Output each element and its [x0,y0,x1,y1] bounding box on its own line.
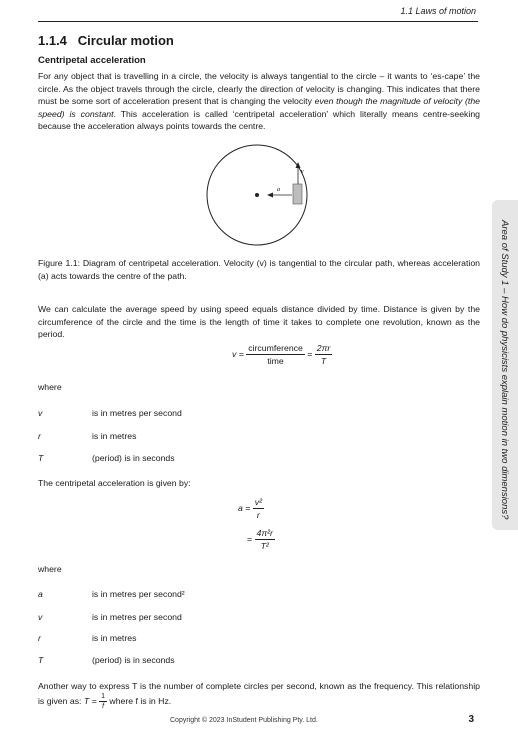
copyright-footer: Copyright © 2023 InStudent Publishing Pty. Ltd. [170,717,318,724]
section-number: 1.1.4 [38,33,67,48]
where2-sym-t: T [38,655,44,665]
speed-frac-2: $\frac{2\pi r}{T}$ [316,343,331,366]
where2-desc-v: is in metres per second [92,612,182,622]
where1-sym-v: v [38,408,43,418]
acceleration-label: a [277,187,280,193]
speed-paragraph: We can calculate the average speed by using speed equals distance divided by time. Distance is given by the circumference of the circle and the time is the length of time it takes to complete one revolution, known as the period. [38,304,480,340]
where2-desc-r: is in metres [92,633,137,643]
accel-intro: The centripetal acceleration is given by: [38,478,191,488]
velocity-label: v [301,169,304,175]
where1-desc-v: is in metres per second [92,408,182,418]
intro-text-2: . This acceleration is called ‘centripetal acceleration’ which literally means centre-seeking because the acceleration always points towards the centre. [38,108,480,132]
header-rule [38,21,478,22]
where-label-2: where [38,564,62,574]
intro-text-1: For any object that is travelling in a circle, the velocity is always tangential to the circle – it wants to ‘es-cape’ the circle. As the object travels through the circle, clearly the direction of velocity is changing. This indicates that there must be some sort of acceleration present that is changing the velocity [38,71,480,107]
where-label-1: where [38,382,62,392]
where2-desc-a: is in metres per second² [92,589,185,599]
moving-object [293,184,302,204]
where2-sym-a: a [38,589,43,599]
accel-equation-line-2: = $\frac{\text{4π²r}}{\text{T²}}$ [247,528,273,551]
accel-frac-2: $\frac{\text{4π²r}}{\text{T²}}$ [256,528,273,551]
page-number: 3 [468,714,474,725]
where2-desc-t: (period) is in seconds [92,655,175,665]
intro-paragraph [38,70,480,133]
velocity-arrowhead [296,162,301,168]
side-tab-text: Area of Study 1 – How do physicists explain motion in two dimensions? [499,220,510,520]
where1-desc-r: is in metres [92,431,137,441]
where1-sym-r: r [38,431,41,441]
subsection-heading: Centripetal acceleration [38,55,146,66]
intro-text-italic: even though the magnitude of velocity (the speed) is constant [38,96,480,119]
centripetal-diagram [195,140,325,250]
accel-frac-1: $\frac{\text{v²}}{r}$ [254,497,262,520]
figure-caption: Figure 1.1: Diagram of centripetal acceleration. Velocity (v) is tangential to the circular path, whereas acceleration (a) acts towards the centre of the path. [38,258,480,281]
section-heading [38,33,174,48]
frequency-paragraph: Another way to express T is the number of complete circles per second, known as the frequency. This relationship is given as: T = $\frac{1}{f}$ where f is in Hz. [38,681,480,710]
freq-frac: $\frac{1}{f}$ [101,692,105,710]
speed-frac-1: $\frac{\text{circumference}}{\text{time}}$ [248,343,303,366]
where2-sym-r: r [38,633,41,643]
freq-eq-lhs: T = [83,695,97,706]
speed-equation: v = $\frac{\text{circumference}}{\text{time}}$ = $\frac{2\pi r}{T}$ [232,343,331,366]
where1-desc-t: (period) is in seconds [92,453,175,463]
where1-sym-t: T [38,453,44,463]
centre-point [255,193,259,197]
speed-eq-lhs: v = [232,348,244,359]
acceleration-arrowhead [267,193,273,198]
section-title: Circular motion [77,33,174,48]
accel-equation-line-1: a = $\frac{\text{v²}}{r}$ [238,497,262,520]
where2-sym-v: v [38,612,43,622]
running-header: 1.1 Laws of motion [400,6,476,16]
